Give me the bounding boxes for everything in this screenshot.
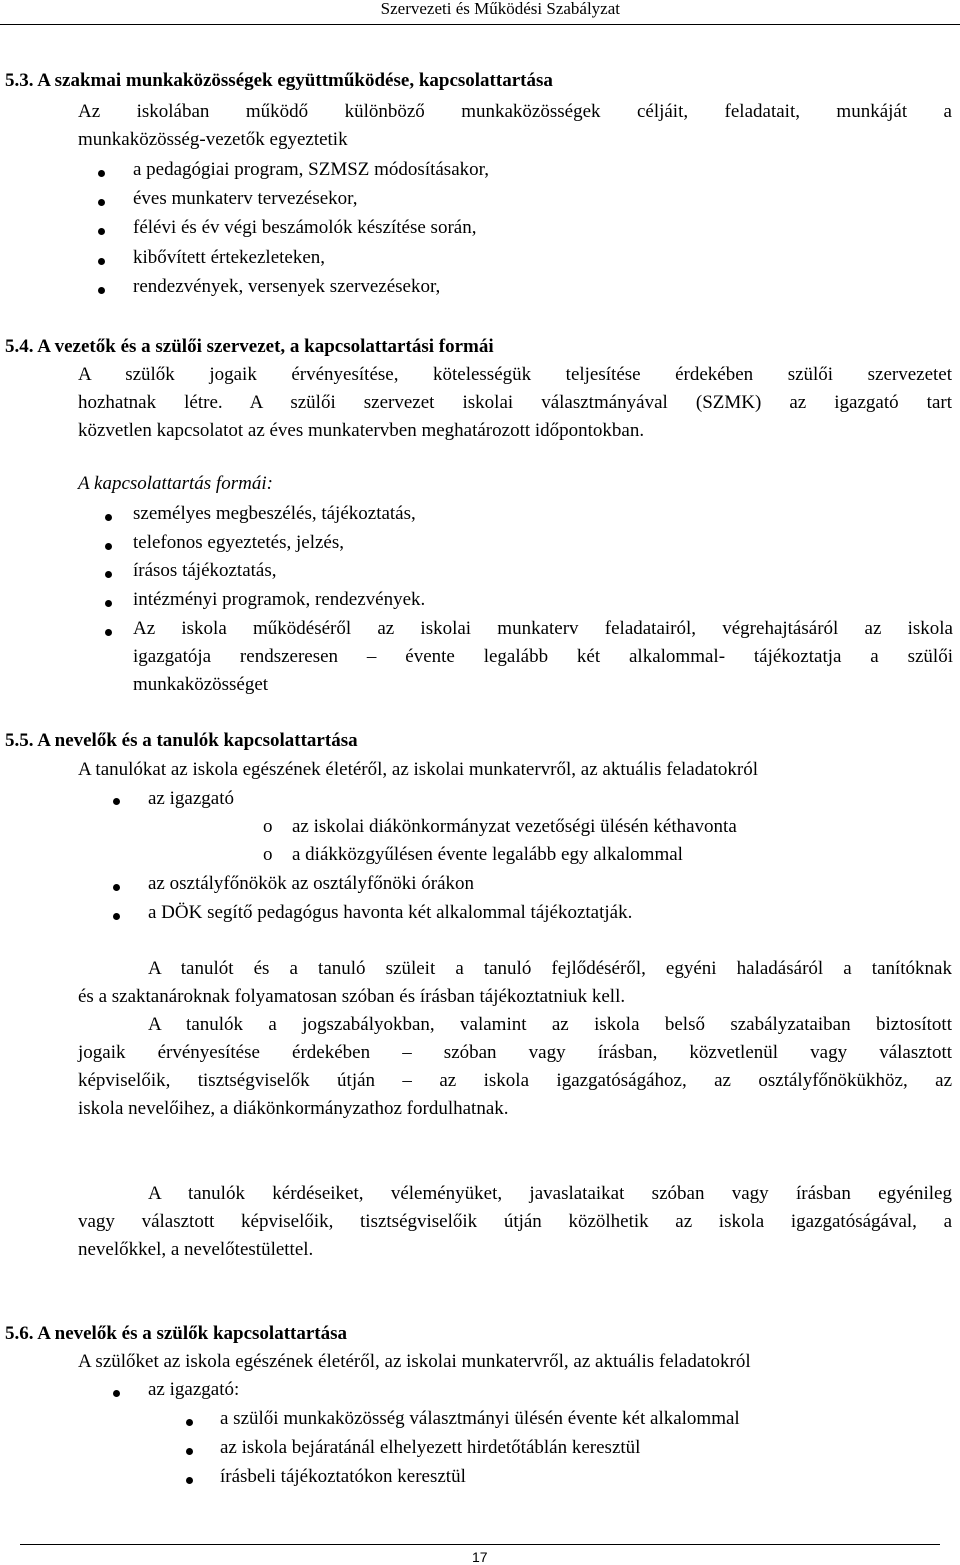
section-5-4-para-line-1: A szülők jogaik érvényesítése, kötelességük teljesítése érdekében szülői szervezetet	[78, 364, 952, 385]
sub-list-item: írásbeli tájékoztatókon keresztül	[220, 1466, 466, 1487]
bullet-icon	[98, 258, 105, 265]
list-item: rendezvények, versenyek szervezésekor,	[133, 276, 441, 297]
footer-divider	[20, 1544, 940, 1545]
section-5-3-heading: 5.3. A szakmai munkaközösségek együttműködése, kapcsolattartása	[5, 70, 553, 91]
bullet-icon	[105, 571, 112, 578]
list-item: írásos tájékoztatás,	[133, 560, 277, 581]
list-item: az igazgató:	[148, 1379, 240, 1400]
forms-title: A kapcsolattartás formái:	[78, 473, 273, 494]
bullet-icon	[113, 913, 120, 920]
paragraph-2-line-4: iskola nevelőihez, a diákönkormányzathoz fordulhatnak.	[78, 1098, 509, 1119]
bullet-icon	[105, 543, 112, 550]
section-5-4-heading: 5.4. A vezetők és a szülői szervezet, a kapcsolattartási formái	[5, 336, 494, 357]
list-item: intézményi programok, rendezvények.	[133, 589, 426, 610]
section-5-4-para-line-3: közvetlen kapcsolatot az éves munkatervben meghatározott időpontokban.	[78, 420, 645, 441]
list-item: személyes megbeszélés, tájékoztatás,	[133, 503, 416, 524]
list-item-line-1: Az iskola működéséről az iskolai munkaterv feladatairól, végrehajtásáról az iskola	[133, 618, 953, 639]
bullet-icon	[113, 1390, 120, 1397]
bullet-icon	[186, 1419, 193, 1426]
bullet-icon	[98, 228, 105, 235]
page-header	[0, 0, 960, 25]
paragraph-1-line-2: és a szaktanároknak folyamatosan szóban és írásban tájékoztatniuk kell.	[78, 986, 626, 1007]
list-item: az osztályfőnökök az osztályfőnöki órákon	[148, 873, 475, 894]
paragraph-3-line-2: vagy választott képviselőik, tisztségviselőik útján közölhetik az iskola igazgatóságával, a	[78, 1211, 952, 1232]
bullet-icon	[186, 1477, 193, 1484]
list-item: a pedagógiai program, SZMSZ módosításakor,	[133, 159, 489, 180]
list-item: kibővített értekezleteken,	[133, 247, 326, 268]
paragraph-2-line-1: A tanulók a jogszabályokban, valamint az iskola belső szabályzataiban biztosított	[148, 1014, 952, 1035]
sub-list-item: a diákközgyűlésen évente legalább egy alkalommal	[292, 844, 683, 865]
paragraph-3-line-1: A tanulók kérdéseiket, véleményüket, javaslataikat szóban vagy írásban egyénileg	[148, 1183, 952, 1204]
list-item: a DÖK segítő pedagógus havonta két alkalommal tájékoztatják.	[148, 902, 633, 923]
section-5-6-intro: A szülőket az iskola egészének életéről, az iskolai munkatervről, az aktuális feladatokról	[78, 1351, 751, 1372]
bullet-icon	[186, 1448, 193, 1455]
circle-bullet-icon: o	[263, 816, 273, 837]
section-5-6-heading: 5.6. A nevelők és a szülők kapcsolattartása	[5, 1323, 348, 1344]
section-5-3-intro-line-1: Az iskolában működő különböző munkaközösségek céljáit, feladatait, munkáját a	[78, 101, 952, 122]
list-item: félévi és év végi beszámolók készítése során,	[133, 217, 477, 238]
section-5-3-intro-line-2: munkaközösség-vezetők egyeztetik	[78, 129, 348, 150]
bullet-icon	[98, 287, 105, 294]
paragraph-1-line-1: A tanulót és a tanuló szüleit a tanuló fejlődéséről, egyéni haladásáról a tanítóknak	[148, 958, 952, 979]
sub-list-item: az iskola bejáratánál elhelyezett hirdetőtáblán keresztül	[220, 1437, 641, 1458]
section-5-5-intro: A tanulókat az iskola egészének életéről, az iskolai munkatervről, az aktuális feladatokról	[78, 759, 759, 780]
list-item: az igazgató	[148, 788, 234, 809]
section-5-4-para-line-2: hozhatnak létre. A szülői szervezet iskolai választmányával (SZMK) az igazgató tart	[78, 392, 952, 413]
bullet-icon	[105, 629, 112, 636]
page-number: 17	[472, 1549, 488, 1565]
bullet-icon	[98, 199, 105, 206]
bullet-icon	[113, 884, 120, 891]
paragraph-2-line-3: képviselőik, tisztségviselők útján – az iskola igazgatóságához, az osztályfőnökükhöz, az	[78, 1070, 952, 1091]
paragraph-2-line-2: jogaik érvényesítése érdekében – szóban vagy írásban, közvetlenül vagy választott	[78, 1042, 952, 1063]
document-title: Szervezeti és Működési Szabályzat	[380, 0, 620, 18]
list-item-line-3: munkaközösséget	[133, 674, 269, 695]
circle-bullet-icon: o	[263, 844, 273, 865]
sub-list-item: az iskolai diákönkormányzat vezetőségi ülésén kéthavonta	[292, 816, 737, 837]
bullet-icon	[113, 798, 120, 805]
list-item: éves munkaterv tervezésekor,	[133, 188, 358, 209]
paragraph-3-line-3: nevelőkkel, a nevelőtestülettel.	[78, 1239, 314, 1260]
bullet-icon	[105, 514, 112, 521]
sub-list-item: a szülői munkaközösség választmányi ülésén évente két alkalommal	[220, 1408, 740, 1429]
bullet-icon	[98, 170, 105, 177]
bullet-icon	[105, 600, 112, 607]
list-item: telefonos egyeztetés, jelzés,	[133, 532, 345, 553]
section-5-5-heading: 5.5. A nevelők és a tanulók kapcsolattartása	[5, 730, 358, 751]
list-item-line-2: igazgatója rendszeresen – évente legalább két alkalommal- tájékoztatja a szülői	[133, 646, 953, 667]
